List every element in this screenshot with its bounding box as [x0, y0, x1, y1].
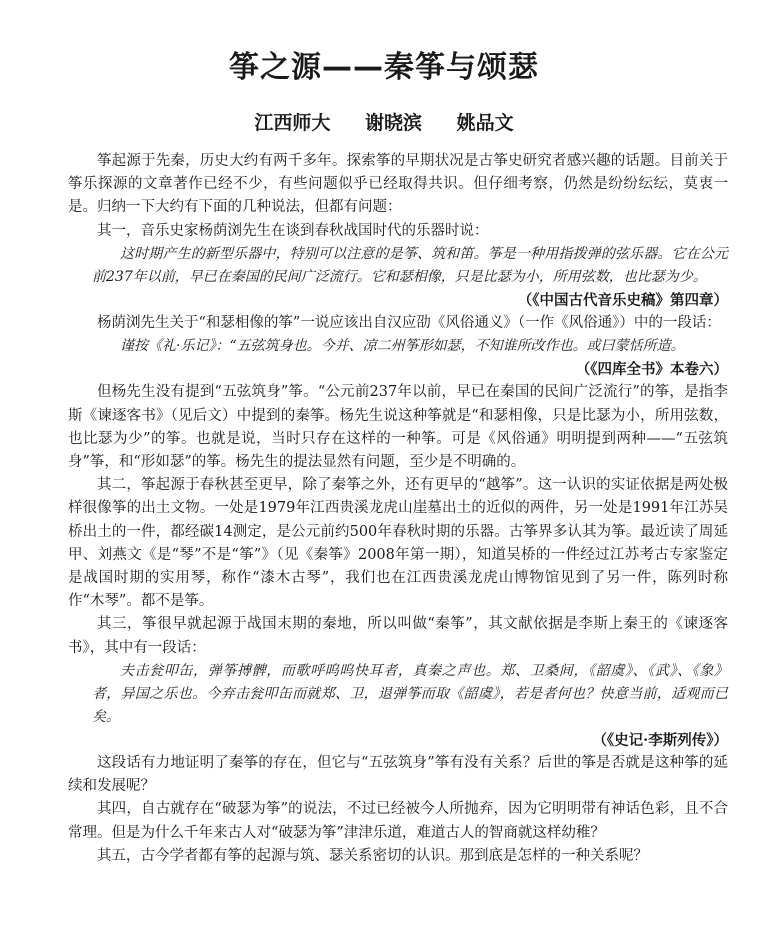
paragraph: 其二，筝起源于春秋甚至更早，除了秦筝之外，还有更早的“越筝”。这一认识的实证依据是两处极样很像筝的出土文物。一处是1979年江西贵溪龙虎山崖墓出土的近似的两件，另一处是1991年江苏吴桥出土的一件，都经碳14测定，是公元前约500年春秋时期的乐器。古筝界多认其为筝。最近读了周延甲、刘燕文《是“琴”不是“筝”》（见《秦筝》2008年第一期），知道吴桥的一件经过江苏考古专家鉴定是战国时期的实用琴，称作“漆木古琴”，我们也在江西贵溪龙虎山博物馆见到了另一件，陈列时称作“木琴”。都不是筝。: [68, 477, 728, 610]
author-name-1: 谢晓滨: [364, 112, 422, 134]
paragraph: 但杨先生没有提到“五弦筑身”筝。“公元前237年以前，早已在秦国的民间广泛流行”的筝，是指李斯《谏逐客书》（见后文）中提到的秦筝。杨先生说这种筝就是“和瑟相像，只是比瑟为小，所用弦数，也比瑟为少”的筝。也就是说，当时只存在这样的一种筝。可是《风俗通》明明提到两种——“五弦筑身”筝，和“形如瑟”的筝。杨先生的提法显然有问题，至少是不明确的。: [68, 384, 728, 471]
author-affiliation: 江西师大: [254, 112, 331, 134]
paragraph: 其一，音乐史家杨荫浏先生在谈到春秋战国时代的乐器时说：: [97, 222, 489, 239]
paragraph: 杨荫浏先生关于“和瑟相像的筝”一说应该出自汉应劭《风俗通义》（一作《风俗通》）中的一段话：: [97, 315, 721, 332]
citation: （《中国古代音乐史稿》第四章）: [517, 291, 728, 309]
paragraph: 筝起源于先秦，历史大约有两千多年。探索筝的早期状况是古筝史研究者感兴趣的话题。目前关于筝乐探源的文章著作已经不少，有些问题似乎已经取得共识。但仔细考察，仍然是纷纷纭纭，莫衷一是。归纳一下大约有下面的几种说法，但都有问题：: [68, 153, 728, 216]
paragraph: 其四，自古就存在“破瑟为筝”的说法，不过已经被今人所抛弃，因为它明明带有神话色彩，且不合常理。但是为什么千年来古人对“破瑟为筝”津津乐道，难道古人的智商就这样幼稚？: [68, 801, 728, 841]
citation: （《四库全书》本卷六）: [575, 361, 728, 379]
citation: （《史记·李斯列传》）: [592, 731, 728, 749]
paragraph: 其五，古今学者都有筝的起源与筑、瑟关系密切的认识。那到底是怎样的一种关系呢？: [97, 847, 648, 864]
quotation: 这时期产生的新型乐器中，特别可以注意的是筝、筑和笛。筝是一种用指拨弹的弦乐器。它在公元前237年以前，早已在秦国的民间广泛流行。它和瑟相像，只是比瑟为小，所用弦数，也比瑟为少。: [92, 245, 728, 285]
quotation: 谨按《礼·乐记》：“五弦筑身也。今并、凉二州筝形如瑟，不知谁所改作也。或曰蒙恬所造。: [120, 338, 685, 355]
paragraph: 其三，筝很早就起源于战国末期的秦地，所以叫做“秦筝”，其文献依据是李斯上秦王的《谏逐客书》，其中有一段话：: [68, 616, 728, 656]
quotation: 夫击瓮叩缶，弹筝搏髀，而歌呼呜呜快耳者，真秦之声也。郑、卫桑间，《韶虞》、《武》、《象》者，异国之乐也。今弃击瓮叩缶而就郑、卫，退弹筝而取《韶虞》，若是者何也？快意当前，适观而已矣。: [92, 662, 728, 725]
paragraph: 这段话有力地证明了秦筝的存在，但它与“五弦筑身”筝有没有关系？后世的筝是否就是这种筝的延续和发展呢？: [68, 755, 728, 795]
author-name-2: 姚品文: [456, 112, 514, 134]
article-authors: [0, 108, 768, 135]
article-body: [68, 150, 728, 868]
article-title: 筝之源——秦筝与颂瑟: [229, 50, 539, 85]
